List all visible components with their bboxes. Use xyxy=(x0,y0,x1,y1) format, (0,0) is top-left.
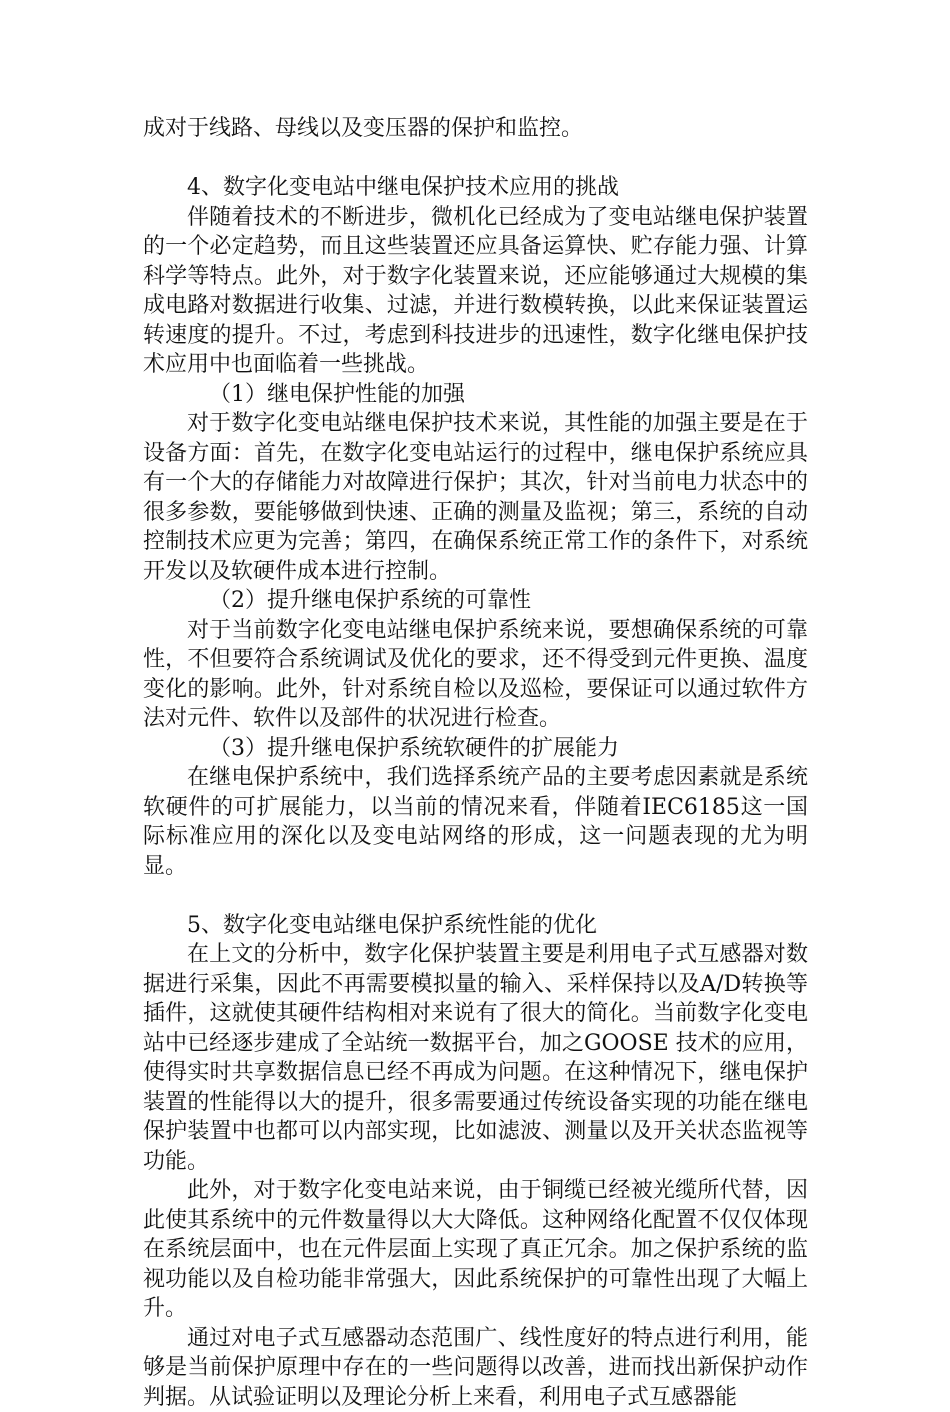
paragraph: 对于数字化变电站继电保护技术来说，其性能的加强主要是在于设备方面：首先，在数字化变电站运行的过程中，继电保护系统应具有一个大的存储能力对故障进行保护；其次，针对当前电力状态中的很多参数，要能够做到快速、正确的测量及监视；第三，系统的自动控制技术应更为完善；第四，在确保系统正常工作的条件下，对系统开发以及软硬件成本进行控制。 xyxy=(143,409,808,586)
subsection-heading-2: （2）提升继电保护系统的可靠性 xyxy=(143,586,808,616)
section-heading-4: 4、数字化变电站中继电保护技术应用的挑战 xyxy=(143,173,808,203)
paragraph: 对于当前数字化变电站继电保护系统来说，要想确保系统的可靠性，不但要符合系统调试及优化的要求，还不得受到元件更换、温度变化的影响。此外，针对系统自检以及巡检，要保证可以通过软件方法对元件、软件以及部件的状况进行检查。 xyxy=(143,616,808,734)
paragraph-continuation: 成对于线路、母线以及变压器的保护和监控。 xyxy=(143,114,808,144)
paragraph: 在上文的分析中，数字化保护装置主要是利用电子式互感器对数据进行采集，因此不再需要模拟量的输入、采样保持以及A/D转换等插件，这就使其硬件结构相对来说有了很大的简化。当前数字化变电站中已经逐步建成了全站统一数据平台，加之GOOSE 技术的应用，使得实时共享数据信息已经不再成为问题。在这种情况下，继电保护装置的性能得以大的提升，很多需要通过传统设备实现的功能在继电保护装置中也都可以内部实现，比如滤波、测量以及开关状态监视等功能。 xyxy=(143,940,808,1176)
subsection-heading-1: （1）继电保护性能的加强 xyxy=(143,380,808,410)
document-body xyxy=(143,114,808,1412)
paragraph: 此外，对于数字化变电站来说，由于铜缆已经被光缆所代替，因此使其系统中的元件数量得以大大降低。这种网络化配置不仅仅体现在系统层面中，也在元件层面上实现了真正冗余。加之保护系统的监视功能以及自检功能非常强大，因此系统保护的可靠性出现了大幅上升。 xyxy=(143,1176,808,1324)
paragraph: 伴随着技术的不断进步，微机化已经成为了变电站继电保护装置的一个必定趋势，而且这些装置还应具备运算快、贮存能力强、计算科学等特点。此外，对于数字化装置来说，还应能够通过大规模的集成电路对数据进行收集、过滤，并进行数模转换，以此来保证装置运转速度的提升。不过，考虑到科技进步的迅速性，数字化继电保护技术应用中也面临着一些挑战。 xyxy=(143,203,808,380)
paragraph: 在继电保护系统中，我们选择系统产品的主要考虑因素就是系统软硬件的可扩展能力，以当前的情况来看，伴随着IEC6185这一国际标准应用的深化以及变电站网络的形成，这一问题表现的尤为明显。 xyxy=(143,763,808,881)
section-heading-5: 5、数字化变电站继电保护系统性能的优化 xyxy=(143,911,808,941)
paragraph: 通过对电子式互感器动态范围广、线性度好的特点进行利用，能够是当前保护原理中存在的一些问题得以改善，进而找出新保护动作判据。从试验证明以及理论分析上来看，利用电子式互感器能 xyxy=(143,1324,808,1412)
paragraph-gap xyxy=(143,881,808,911)
paragraph-gap xyxy=(143,144,808,174)
subsection-heading-3: （3）提升继电保护系统软硬件的扩展能力 xyxy=(143,734,808,764)
